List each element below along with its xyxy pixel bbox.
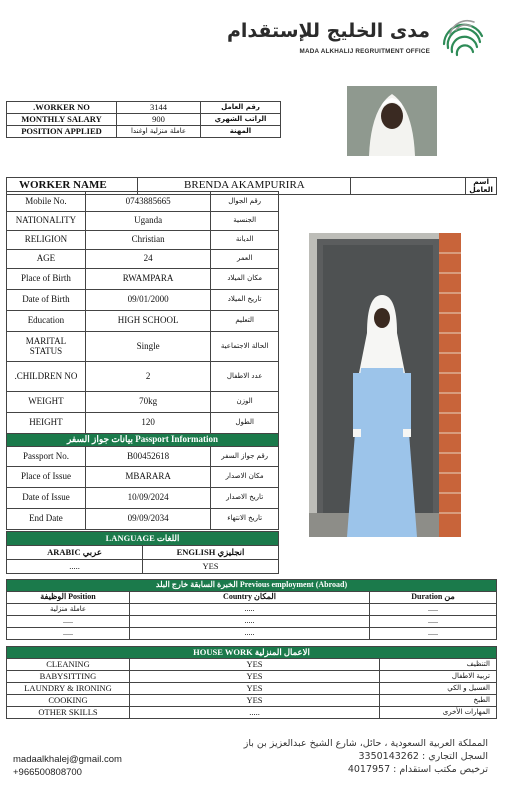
detail-label: Mobile No. xyxy=(7,192,86,212)
worker-no-label: .WORKER NO xyxy=(7,102,117,114)
detail-label-ar: الحالة الاجتماعية xyxy=(211,332,279,362)
footer-email[interactable]: madaalkhalej@gmail.com xyxy=(13,754,122,765)
footer-license: ترخيص مكتب استقدام : 4017957 xyxy=(347,764,488,775)
passport-label-ar: مكان الاصدار xyxy=(211,467,279,488)
worker-name-label-ar: اسم العامل xyxy=(466,178,497,195)
housework-row xyxy=(7,683,497,695)
detail-value: 24 xyxy=(85,250,210,269)
detail-label-ar: تاريخ الميلاد xyxy=(211,290,279,311)
skill-label: LAUNDRY & IRONING xyxy=(7,683,130,695)
housework-table xyxy=(6,646,497,719)
employment-table xyxy=(6,579,497,640)
skill-value: YES xyxy=(130,683,380,695)
passport-row xyxy=(7,467,279,488)
worker-name-value: BRENDA AKAMPURIRA xyxy=(138,178,351,195)
detail-row xyxy=(7,290,279,311)
col-position: الوظيفة Position xyxy=(7,592,130,604)
position-row xyxy=(7,126,281,138)
passport-value: MBARARA xyxy=(85,467,210,488)
employment-duration: ..... xyxy=(370,628,497,640)
employment-row xyxy=(7,616,497,628)
name-spacer xyxy=(351,178,466,195)
detail-label-ar: الجنسية xyxy=(211,212,279,231)
skill-label: BABYSITTING xyxy=(7,671,130,683)
passport-label: Passport No. xyxy=(7,447,86,467)
passport-value: B00452618 xyxy=(85,447,210,467)
detail-label-ar: الوزن xyxy=(211,392,279,413)
detail-row xyxy=(7,231,279,250)
passport-row xyxy=(7,447,279,467)
skill-label: OTHER SKILLS xyxy=(7,707,130,719)
worker-summary-table xyxy=(6,101,281,138)
detail-value: RWAMPARA xyxy=(85,269,210,290)
passport-row xyxy=(7,509,279,530)
worker-name-label: WORKER NAME xyxy=(7,178,138,195)
detail-value: 2 xyxy=(85,362,210,392)
passport-label-ar: تاريخ الاصدار xyxy=(211,488,279,509)
detail-value: HIGH SCHOOL xyxy=(85,311,210,332)
skill-label-ar: الطبخ xyxy=(380,695,497,707)
language-label-row xyxy=(7,546,279,560)
employment-section-header xyxy=(7,580,497,592)
detail-row xyxy=(7,362,279,392)
passport-label: Date of Issue xyxy=(7,488,86,509)
detail-label: AGE xyxy=(7,250,86,269)
skill-value: ..... xyxy=(130,707,380,719)
position-label-ar: المهنة xyxy=(201,126,281,138)
position-label: POSITION APPLIED xyxy=(7,126,117,138)
footer-address: المملكة العربية السعودية ، حائل، شارع الشيخ عبدالعزيز بن باز xyxy=(243,738,488,749)
detail-row xyxy=(7,332,279,362)
worker-details-table xyxy=(6,191,279,530)
worker-no-value: 3144 xyxy=(117,102,201,114)
footer-phone[interactable]: +966500808700 xyxy=(13,767,82,778)
language-heading: LANGUAGE اللغات xyxy=(7,532,279,546)
employment-heading: الخبرة السابقة خارج البلد Previous employment (Abroad) xyxy=(7,580,497,592)
detail-value: Uganda xyxy=(85,212,210,231)
employment-row xyxy=(7,604,497,616)
employment-header-row xyxy=(7,592,497,604)
language-table xyxy=(6,531,279,574)
language-section-header xyxy=(7,532,279,546)
detail-row xyxy=(7,269,279,290)
detail-row xyxy=(7,311,279,332)
detail-label: WEIGHT xyxy=(7,392,86,413)
english-value: YES xyxy=(143,560,279,574)
passport-label: Place of Issue xyxy=(7,467,86,488)
detail-label-ar: الديانة xyxy=(211,231,279,250)
detail-row xyxy=(7,413,279,434)
employment-country: ..... xyxy=(130,628,370,640)
position-value: عاملة منزلية اوغندا xyxy=(117,126,201,138)
employment-duration: ..... xyxy=(370,604,497,616)
detail-row xyxy=(7,392,279,413)
detail-label: RELIGION xyxy=(7,231,86,250)
detail-label: Education xyxy=(7,311,86,332)
detail-row xyxy=(7,212,279,231)
employment-country: ..... xyxy=(130,616,370,628)
logo-english-name: MADA ALKHALIJ REGRUITMENT OFFICE xyxy=(299,48,430,55)
salary-row xyxy=(7,114,281,126)
arabic-label: ARABIC عربي xyxy=(7,546,143,560)
skill-label: COOKING xyxy=(7,695,130,707)
detail-row xyxy=(7,192,279,212)
english-label: ENGLISH انجليزي xyxy=(143,546,279,560)
employment-duration: ..... xyxy=(370,616,497,628)
salary-label: MONTHLY SALARY xyxy=(7,114,117,126)
skill-label: CLEANING xyxy=(7,659,130,671)
detail-label-ar: عدد الاطفال xyxy=(211,362,279,392)
col-country: Country المكان xyxy=(130,592,370,604)
housework-section-header xyxy=(7,647,497,659)
skill-label-ar: الغسيل و الكي xyxy=(380,683,497,695)
detail-label-ar: الطول xyxy=(211,413,279,434)
detail-value: 0743885665 xyxy=(85,192,210,212)
detail-label-ar: العمر xyxy=(211,250,279,269)
detail-value: Single xyxy=(85,332,210,362)
detail-value: Christian xyxy=(85,231,210,250)
skill-value: YES xyxy=(130,695,380,707)
detail-label-ar: التعليم xyxy=(211,311,279,332)
detail-label: NATIONALITY xyxy=(7,212,86,231)
worker-no-row xyxy=(7,102,281,114)
arabic-value: ..... xyxy=(7,560,143,574)
worker-headshot-photo xyxy=(347,86,437,156)
passport-label-ar: تاريخ الانتهاء xyxy=(211,509,279,530)
worker-full-photo xyxy=(309,233,461,537)
employment-country: ..... xyxy=(130,604,370,616)
skill-value: YES xyxy=(130,659,380,671)
housework-row xyxy=(7,707,497,719)
skill-value: YES xyxy=(130,671,380,683)
skill-label-ar: التنظيف xyxy=(380,659,497,671)
passport-label: End Date xyxy=(7,509,86,530)
detail-value: 09/01/2000 xyxy=(85,290,210,311)
passport-value: 09/09/2034 xyxy=(85,509,210,530)
skill-label-ar: المهارات الأخرى xyxy=(380,707,497,719)
detail-value: 120 xyxy=(85,413,210,434)
detail-label-ar: مكان الميلاد xyxy=(211,269,279,290)
housework-row xyxy=(7,695,497,707)
logo-arabic-name: مدى الخليج للإستقدام xyxy=(226,20,430,42)
salary-label-ar: الراتب الشهري xyxy=(201,114,281,126)
skill-label-ar: تربية الاطفال xyxy=(380,671,497,683)
language-value-row xyxy=(7,560,279,574)
detail-label: MARITAL STATUS xyxy=(7,332,86,362)
passport-section-header xyxy=(7,434,279,447)
passport-row xyxy=(7,488,279,509)
footer-commercial-register: السجل التجاري : 3350143262 xyxy=(358,751,488,762)
passport-value: 10/09/2024 xyxy=(85,488,210,509)
passport-heading: بيانات جواز السفر Passport Information xyxy=(7,434,279,447)
housework-row xyxy=(7,659,497,671)
housework-row xyxy=(7,671,497,683)
salary-value: 900 xyxy=(117,114,201,126)
detail-label-ar: رقم الجوال xyxy=(211,192,279,212)
logo-icon xyxy=(438,14,488,62)
employment-position: ..... xyxy=(7,628,130,640)
detail-label: HEIGHT xyxy=(7,413,86,434)
detail-label: Place of Birth xyxy=(7,269,86,290)
detail-value: 70kg xyxy=(85,392,210,413)
col-duration: Duration من xyxy=(370,592,497,604)
worker-no-label-ar: رقم العامل xyxy=(201,102,281,114)
housework-heading: HOUSE WORK الاعمال المنزلية xyxy=(7,647,497,659)
detail-label: .CHILDREN NO xyxy=(7,362,86,392)
employment-row xyxy=(7,628,497,640)
employment-position: ..... xyxy=(7,616,130,628)
detail-label: Date of Birth xyxy=(7,290,86,311)
employment-position: عاملة منزلية xyxy=(7,604,130,616)
passport-label-ar: رقم جواز السفر xyxy=(211,447,279,467)
detail-row xyxy=(7,250,279,269)
